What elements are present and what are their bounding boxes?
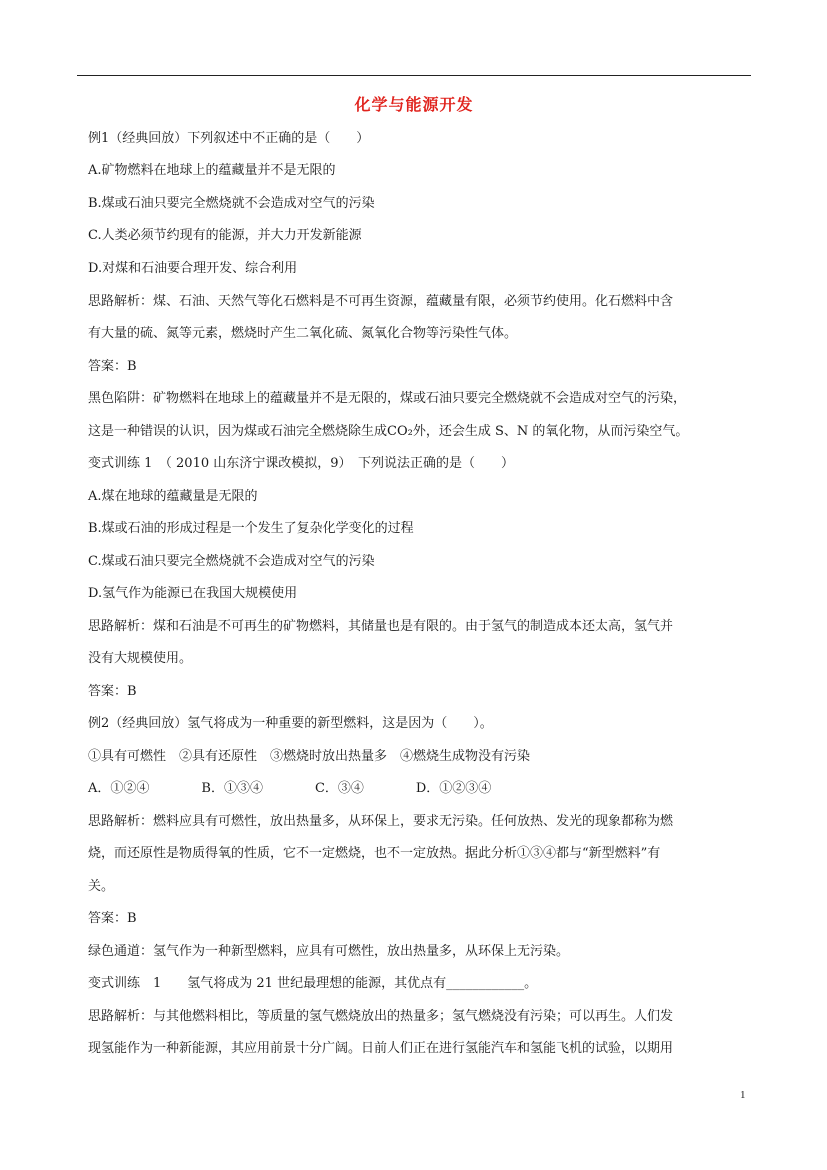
text-line: 关。 (88, 879, 115, 894)
text-line: 烧，而还原性是物质得氧的性质，它不一定燃烧，也不一定放热。据此分析①③④都与“新型燃料”有 (88, 846, 661, 861)
text-line: D.氢气作为能源已在我国大规模使用 (88, 586, 298, 601)
text-line: C.人类必须节约现有的能源，并大力开发新能源 (88, 228, 362, 243)
text-line: C.煤或石油只要完全燃烧就不会造成对空气的污染 (88, 554, 375, 569)
header-rule (77, 75, 751, 76)
text-line: B.煤或石油只要完全燃烧就不会造成对空气的污染 (88, 196, 375, 211)
page-title: 化学与能源开发 (354, 95, 474, 114)
text-line: A.煤在地球的蕴藏量是无限的 (88, 489, 258, 504)
text-line: ①具有可燃性 ②具有还原性 ③燃烧时放出热量多 ④燃烧生成物没有污染 (88, 749, 531, 764)
text-line: 绿色通道：氢气作为一种新型燃料，应具有可燃性，放出热量多，从环保上无污染。 (88, 944, 570, 959)
text-line: 现氢能作为一种新能源，其应用前景十分广阔。日前人们正在进行氢能汽车和氢能飞机的试验，以期用 (88, 1041, 674, 1056)
text-line: 没有大规模使用。 (88, 651, 193, 666)
text-line: A.矿物燃料在地球上的蕴藏量并不是无限的 (88, 163, 336, 178)
text-line: A．①②④ B．①③④ C．③④ D．①②③④ (88, 781, 492, 796)
text-line: 有大量的硫、氮等元素，燃烧时产生二氧化硫、氮氧化合物等污染性气体。 (88, 326, 518, 341)
text-line: 黑色陷阱：矿物燃料在地球上的蕴藏量并不是无限的，煤或石油只要完全燃烧就不会造成对空气的污染， (88, 391, 687, 406)
text-line: 变式训练 1 氢气将成为 21 世纪最理想的能源，其优点有____________。 (88, 976, 538, 991)
text-line: 思路解析：与其他燃料相比，等质量的氢气燃烧放出的热量多；氢气燃烧没有污染；可以再生。人们发 (88, 1009, 674, 1024)
text-line: 这是一种错误的认识，因为煤或石油完全燃烧除生成CO₂外，还会生成 S、N 的氧化物，从而污染空气。 (88, 424, 689, 439)
text-line: 变式训练 1 （ 2010 山东济宁课改模拟，9） 下列说法正确的是（ ） (88, 456, 515, 471)
text-line: 思路解析：煤、石油、天然气等化石燃料是不可再生资源，蕴藏量有限，必须节约使用。化石燃料中含 (88, 294, 674, 309)
text-line: 例2（经典回放）氢气将成为一种重要的新型燃料，这是因为（ ）。 (88, 716, 493, 731)
text-line: 答案：B (88, 359, 137, 374)
text-line: 答案：B (88, 684, 137, 699)
page-number: 1 (740, 1089, 746, 1101)
text-line: 例1（经典回放）下列叙述中不正确的是（ ） (88, 131, 370, 146)
text-line: D.对煤和石油要合理开发、综合利用 (88, 261, 298, 276)
text-line: 答案：B (88, 911, 137, 926)
text-line: B.煤或石油的形成过程是一个发生了复杂化学变化的过程 (88, 521, 414, 536)
text-line: 思路解析：煤和石油是不可再生的矿物燃料，其储量也是有限的。由于氢气的制造成本还太高，氢气并 (88, 619, 674, 634)
text-line: 思路解析：燃料应具有可燃性，放出热量多，从环保上，要求无污染。任何放热、发光的现象都称为燃 (88, 814, 674, 829)
